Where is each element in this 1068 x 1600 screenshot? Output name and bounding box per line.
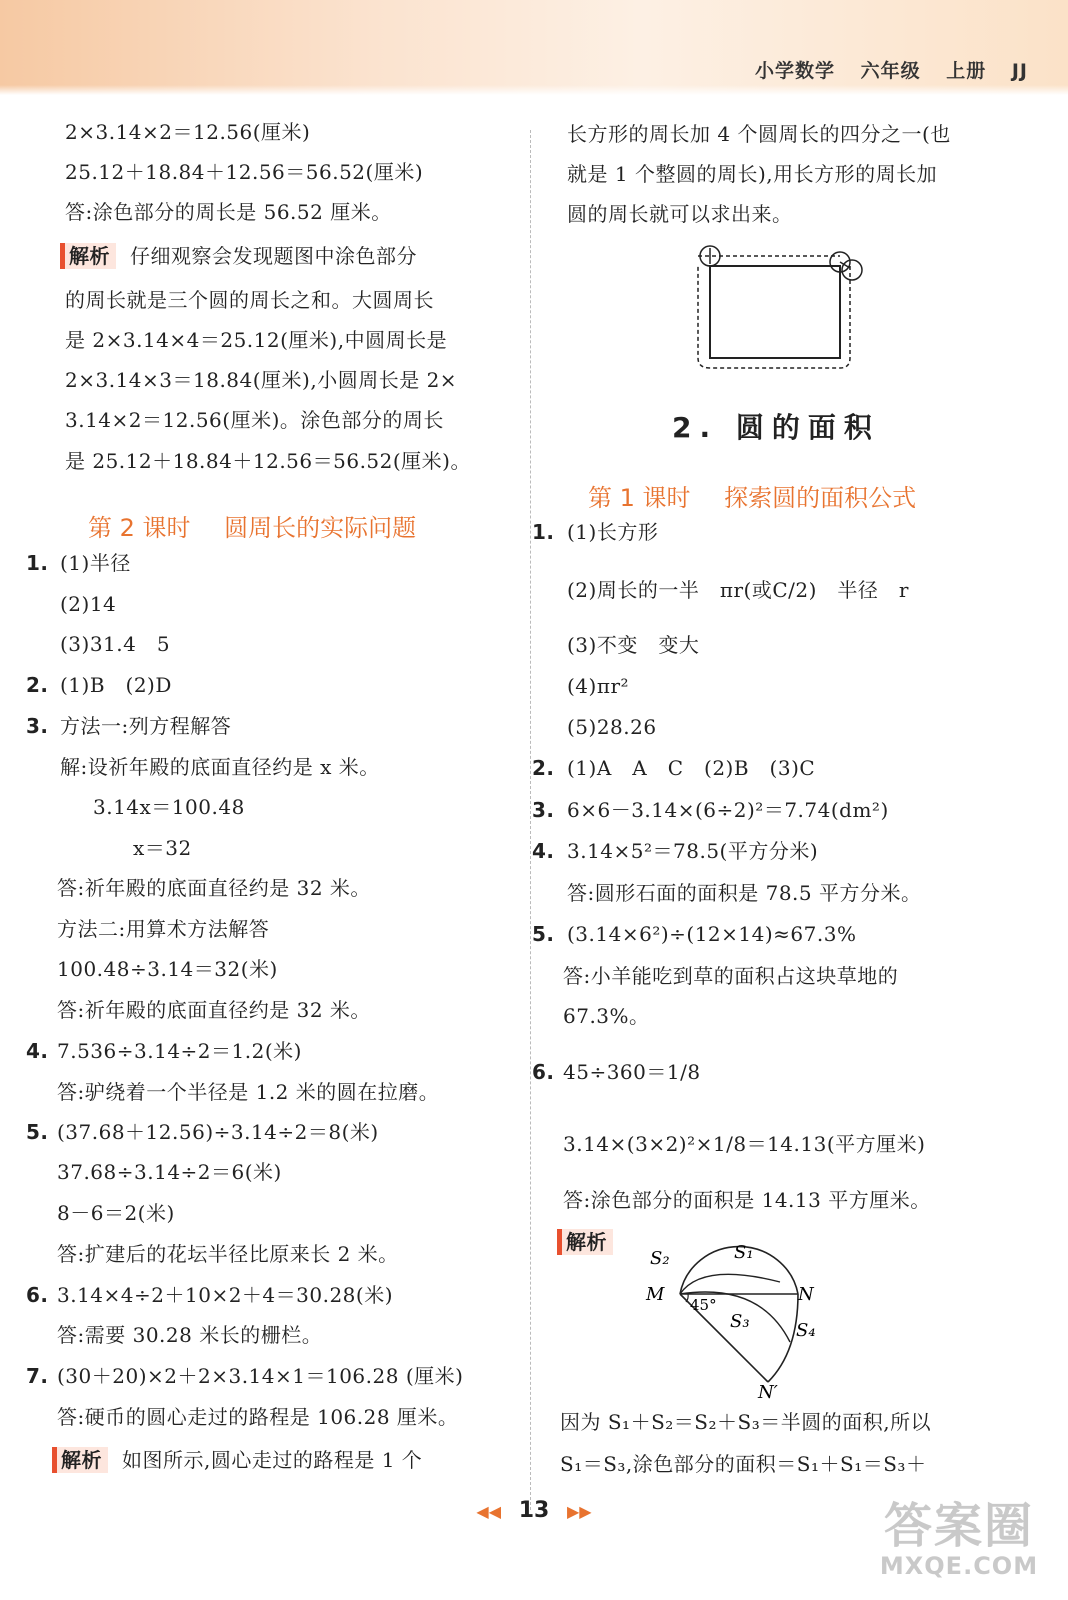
left-line-25 (57, 1199, 175, 1227)
left-line-text: 答:祈年殿的底面直径约是 32 米。 (57, 998, 371, 1022)
next-arrows-icon: ▶▶ (566, 1502, 592, 1521)
right-line-16 (560, 1408, 931, 1436)
right-line-text: 45÷360＝1/8 (563, 1060, 701, 1084)
label-s1: S₁ (734, 1242, 754, 1263)
left-line-9 (26, 549, 131, 577)
left-line-text: 37.68÷3.14÷2＝6(米) (57, 1160, 282, 1184)
left-line-4 (65, 286, 434, 314)
watermark-title: 答案圈 (883, 1498, 1034, 1554)
label-n-prime: N′ (758, 1382, 778, 1402)
left-line-text: 答:硬币的圆心走过的路程是 106.28 厘米。 (57, 1405, 459, 1429)
right-lesson-title: 探索圆的面积公式 (724, 484, 917, 512)
left-line-text: 3.14×4÷2＋10×2＋4＝30.28(米) (57, 1283, 394, 1307)
left-line-2 (65, 198, 392, 226)
right-line-7 (532, 837, 819, 865)
left-lesson-title: 圆周长的实际问题 (224, 514, 417, 542)
left-line-text: x＝32 (133, 836, 192, 860)
right-question-number: 4. (532, 839, 555, 863)
right-line-3 (567, 672, 629, 700)
right-line-9 (532, 920, 857, 948)
left-line-14 (60, 753, 380, 781)
right-line-2 (567, 631, 699, 659)
right-line-5 (532, 754, 816, 782)
left-line-12 (26, 671, 172, 699)
right-line-text: 答:小羊能吃到草的面积占这块草地的 (563, 964, 899, 988)
right-line-17 (560, 1450, 926, 1478)
header-term: 上册 (946, 60, 987, 82)
left-line-text: 如图所示,圆心走过的路程是 1 个 (122, 1448, 423, 1472)
right-line-text: S₁＝S₃,涂色部分的面积＝S₁＋S₁＝S₃＋ (560, 1452, 927, 1476)
rectangle-path-figure (690, 238, 870, 373)
right-line-text: 答:涂色部分的面积是 14.13 平方厘米。 (563, 1188, 931, 1212)
right-line-6 (532, 796, 889, 824)
analysis-tag: 解析 (52, 1447, 108, 1473)
left-line-text: 是 2×3.14×4＝25.12(厘米),中圆周长是 (65, 328, 448, 352)
header-grade: 六年级 (860, 60, 921, 82)
left-line-22 (57, 1078, 439, 1106)
header-meta (737, 56, 1028, 83)
right-top-line-0: 长方形的周长加 4 个圆周长的四分之一(也 (567, 122, 951, 146)
left-question-number: 3. (26, 714, 49, 738)
left-line-text: 3.14x＝100.48 (93, 795, 245, 819)
right-line-text: 3.14×(3×2)²×1/8＝14.13(平方厘米) (563, 1132, 926, 1156)
left-line-text: 2×3.14×2＝12.56(厘米) (65, 120, 311, 144)
label-s2: S₂ (650, 1248, 670, 1269)
left-line-18 (57, 915, 269, 943)
left-line-text: 100.48÷3.14＝32(米) (57, 957, 278, 981)
left-line-text: 方法二:用算术方法解答 (57, 917, 270, 941)
left-line-13 (26, 712, 232, 740)
right-top-line-2: 圆的周长就可以求出来。 (567, 202, 793, 226)
left-line-text: 7.536÷3.14÷2＝1.2(米) (57, 1039, 302, 1063)
semicircle-figure (640, 1232, 840, 1402)
right-line-text: 67.3%。 (563, 1004, 650, 1028)
right-line-13 (563, 1130, 925, 1158)
left-line-15 (93, 793, 245, 821)
left-question-number: 6. (26, 1283, 49, 1307)
left-line-text: 答:祈年殿的底面直径约是 32 米。 (57, 876, 371, 900)
left-line-text: (30＋20)×2＋2×3.14×1＝106.28 (厘米) (57, 1364, 464, 1388)
analysis-tag: 解析 (60, 243, 116, 269)
right-line-11 (563, 1002, 650, 1030)
right-line-15 (557, 1228, 627, 1256)
right-line-text: (2)周长的一半 πr(或C/2) 半径 r (567, 578, 909, 602)
page-number: 13 (518, 1498, 550, 1523)
watermark-url: MXQE.COM (879, 1552, 1039, 1580)
right-question-number: 6. (532, 1060, 555, 1084)
label-s4: S₄ (796, 1320, 816, 1341)
right-top-line-1: 就是 1 个整圆的周长),用长方形的周长加 (567, 162, 938, 186)
watermark-logo (864, 1500, 1054, 1592)
left-line-28 (57, 1321, 322, 1349)
left-question-number: 1. (26, 551, 49, 575)
left-line-text: 25.12＋18.84＋12.56＝56.52(厘米) (65, 160, 424, 184)
left-line-16 (133, 834, 192, 862)
left-question-number: 5. (26, 1120, 49, 1144)
right-line-text: (3)不变 变大 (567, 633, 700, 657)
label-s3: S₃ (730, 1311, 750, 1332)
right-line-text: (1)A A C (2)B (3)C (567, 756, 816, 780)
label-m: M (646, 1284, 665, 1305)
left-line-19 (57, 955, 278, 983)
right-line-4 (567, 713, 657, 741)
header-subject: 小学数学 (754, 60, 835, 82)
left-line-text: 8－6＝2(米) (57, 1201, 175, 1225)
right-line-text: (1)长方形 (567, 520, 659, 544)
left-line-3 (60, 242, 417, 270)
left-line-text: (37.68＋12.56)÷3.14÷2＝8(米) (57, 1120, 379, 1144)
left-line-1 (65, 158, 423, 186)
left-line-text: 仔细观察会发现题图中涂色部分 (130, 244, 417, 268)
right-line-text: (4)πr² (567, 674, 630, 698)
left-line-26 (57, 1240, 399, 1268)
left-line-text: (3)31.4 5 (60, 632, 171, 656)
left-line-8 (65, 447, 471, 475)
left-line-text: (1)B (2)D (60, 673, 172, 697)
left-line-24 (57, 1158, 282, 1186)
label-angle: 45° (690, 1296, 717, 1314)
column-divider (530, 130, 531, 1510)
header-edition: JJ (1011, 60, 1028, 82)
left-line-23 (26, 1118, 379, 1146)
left-section-heading (88, 508, 416, 543)
right-question-number: 1. (532, 520, 555, 544)
left-question-number: 7. (26, 1364, 49, 1388)
prev-arrows-icon: ◀◀ (476, 1502, 502, 1521)
right-question-number: 5. (532, 922, 555, 946)
right-line-text: 6×6－3.14×(6÷2)²＝7.74(dm²) (567, 798, 889, 822)
left-line-21 (26, 1037, 302, 1065)
left-line-text: 答:扩建后的花坛半径比原来长 2 米。 (57, 1242, 399, 1266)
left-line-30 (57, 1403, 458, 1431)
left-line-20 (57, 996, 371, 1024)
left-line-text: 答:需要 30.28 米长的栅栏。 (57, 1323, 323, 1347)
left-lesson-label: 第 2 课时 (88, 514, 191, 542)
left-line-text: (1)半径 (60, 551, 131, 575)
left-line-text: 解:设祈年殿的底面直径约是 x 米。 (60, 755, 380, 779)
left-line-text: 答:涂色部分的周长是 56.52 厘米。 (65, 200, 392, 224)
right-line-text: 因为 S₁＋S₂＝S₂＋S₃＝半圆的面积,所以 (560, 1410, 932, 1434)
left-line-10 (60, 590, 116, 618)
left-line-6 (65, 366, 457, 394)
right-line-text: 答:圆形石面的面积是 78.5 平方分米。 (567, 881, 922, 905)
right-line-8 (567, 879, 921, 907)
analysis-tag: 解析 (557, 1229, 613, 1255)
left-line-5 (65, 326, 447, 354)
left-line-text: 3.14×2＝12.56(厘米)。涂色部分的周长 (65, 408, 444, 432)
left-line-text: 答:驴绕着一个半径是 1.2 米的圆在拉磨。 (57, 1080, 440, 1104)
right-line-10 (563, 962, 898, 990)
left-line-text: (2)14 (60, 592, 117, 616)
right-line-0 (532, 518, 659, 546)
left-line-29 (26, 1362, 464, 1390)
right-line-text: (3.14×6²)÷(12×14)≈67.3% (567, 922, 857, 946)
left-line-text: 的周长就是三个圆的周长之和。大圆周长 (65, 288, 434, 312)
left-line-text: 是 25.12＋18.84＋12.56＝56.52(厘米)。 (65, 449, 471, 473)
left-line-text: 方法一:列方程解答 (60, 714, 232, 738)
right-section-heading (588, 478, 916, 513)
left-line-7 (65, 406, 444, 434)
left-line-text: 2×3.14×3＝18.84(厘米),小圆周长是 2× (65, 368, 458, 392)
right-line-text: 3.14×5²＝78.5(平方分米) (567, 839, 819, 863)
left-line-31 (52, 1446, 422, 1474)
left-line-0 (65, 118, 310, 146)
right-line-1 (567, 576, 909, 604)
right-line-14 (563, 1186, 931, 1214)
left-question-number: 2. (26, 673, 49, 697)
left-line-17 (57, 874, 371, 902)
right-line-text: (5)28.26 (567, 715, 657, 739)
left-question-number: 4. (26, 1039, 49, 1063)
chapter-title: 2. 圆的面积 (672, 411, 880, 444)
left-line-27 (26, 1281, 394, 1309)
left-line-11 (60, 630, 170, 658)
right-question-number: 2. (532, 756, 555, 780)
right-question-number: 3. (532, 798, 555, 822)
right-lesson-label: 第 1 课时 (588, 484, 691, 512)
right-line-12 (532, 1058, 701, 1086)
label-n: N (798, 1284, 814, 1305)
